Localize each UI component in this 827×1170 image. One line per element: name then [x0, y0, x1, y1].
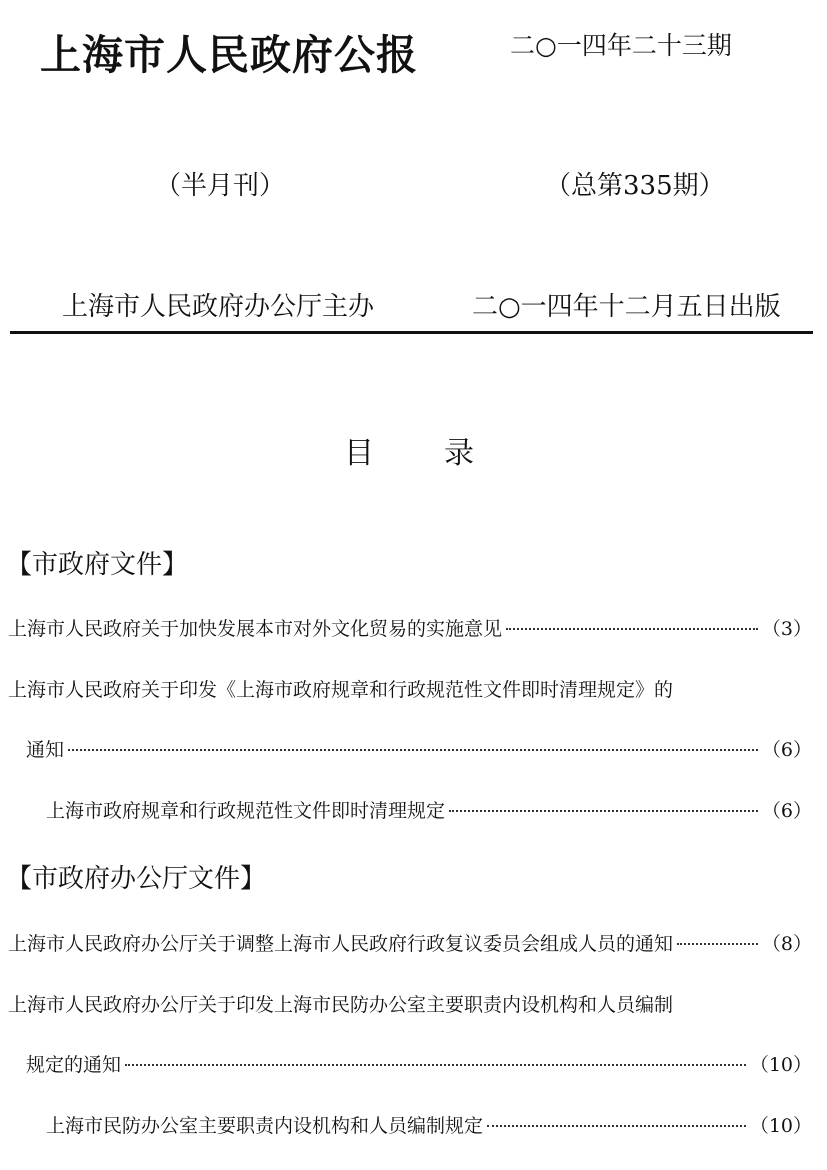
section-heading-general-office-documents: 【市政府办公厅文件】: [6, 864, 267, 894]
toc-entry-title-line[interactable]: 上海市人民政府关于印发《上海市政府规章和行政规范性文件即时清理规定》的: [8, 679, 674, 701]
issue-number: 二○一四年二十三期: [510, 31, 732, 60]
toc-entry-title: 上海市人民政府关于加快发展本市对外文化贸易的实施意见: [8, 618, 503, 640]
toc-entry[interactable]: [8, 929, 812, 957]
toc-entry[interactable]: [46, 1111, 812, 1139]
publication-frequency: （半月刊）: [155, 171, 286, 201]
toc-entry-title: 上海市政府规章和行政规范性文件即时清理规定: [46, 800, 446, 822]
toc-title: 目录: [344, 436, 544, 471]
dot-leader: [506, 628, 758, 630]
toc-entry-page: （10）: [749, 1115, 812, 1137]
dot-leader: [125, 1064, 746, 1066]
dot-leader: [449, 810, 758, 812]
toc-entry-page: （3）: [761, 618, 812, 640]
toc-entry[interactable]: [26, 1050, 812, 1078]
sponsor-line: 上海市人民政府办公厅主办: [62, 292, 375, 322]
toc-entry-page: （6）: [761, 800, 812, 822]
dot-leader: [677, 943, 758, 945]
toc-entry-page: （8）: [761, 933, 812, 955]
toc-entry[interactable]: [46, 796, 812, 824]
toc-entry-title: 上海市人民政府办公厅关于调整上海市人民政府行政复议委员会组成人员的通知: [8, 933, 674, 955]
total-issue-number: （总第335期）: [545, 171, 725, 201]
publish-date: 二○一四年十二月五日出版: [472, 292, 781, 322]
toc-entry-page: （10）: [749, 1054, 812, 1076]
dot-leader: [487, 1125, 746, 1127]
toc-entry-title: 规定的通知: [26, 1054, 122, 1076]
toc-entry[interactable]: [8, 614, 812, 642]
gazette-title: 上海市人民政府公报: [40, 31, 418, 79]
dot-leader: [68, 749, 758, 751]
toc-entry-title: 上海市民防办公室主要职责内设机构和人员编制规定: [46, 1115, 484, 1137]
toc-entry-title-line[interactable]: 上海市人民政府办公厅关于印发上海市民防办公室主要职责内设机构和人员编制: [8, 994, 674, 1016]
header-divider: [10, 331, 813, 334]
toc-entry[interactable]: [26, 735, 812, 763]
toc-entry-title: 通知: [26, 739, 65, 761]
section-heading-city-government-documents: 【市政府文件】: [6, 550, 189, 580]
toc-entry-page: （6）: [761, 739, 812, 761]
